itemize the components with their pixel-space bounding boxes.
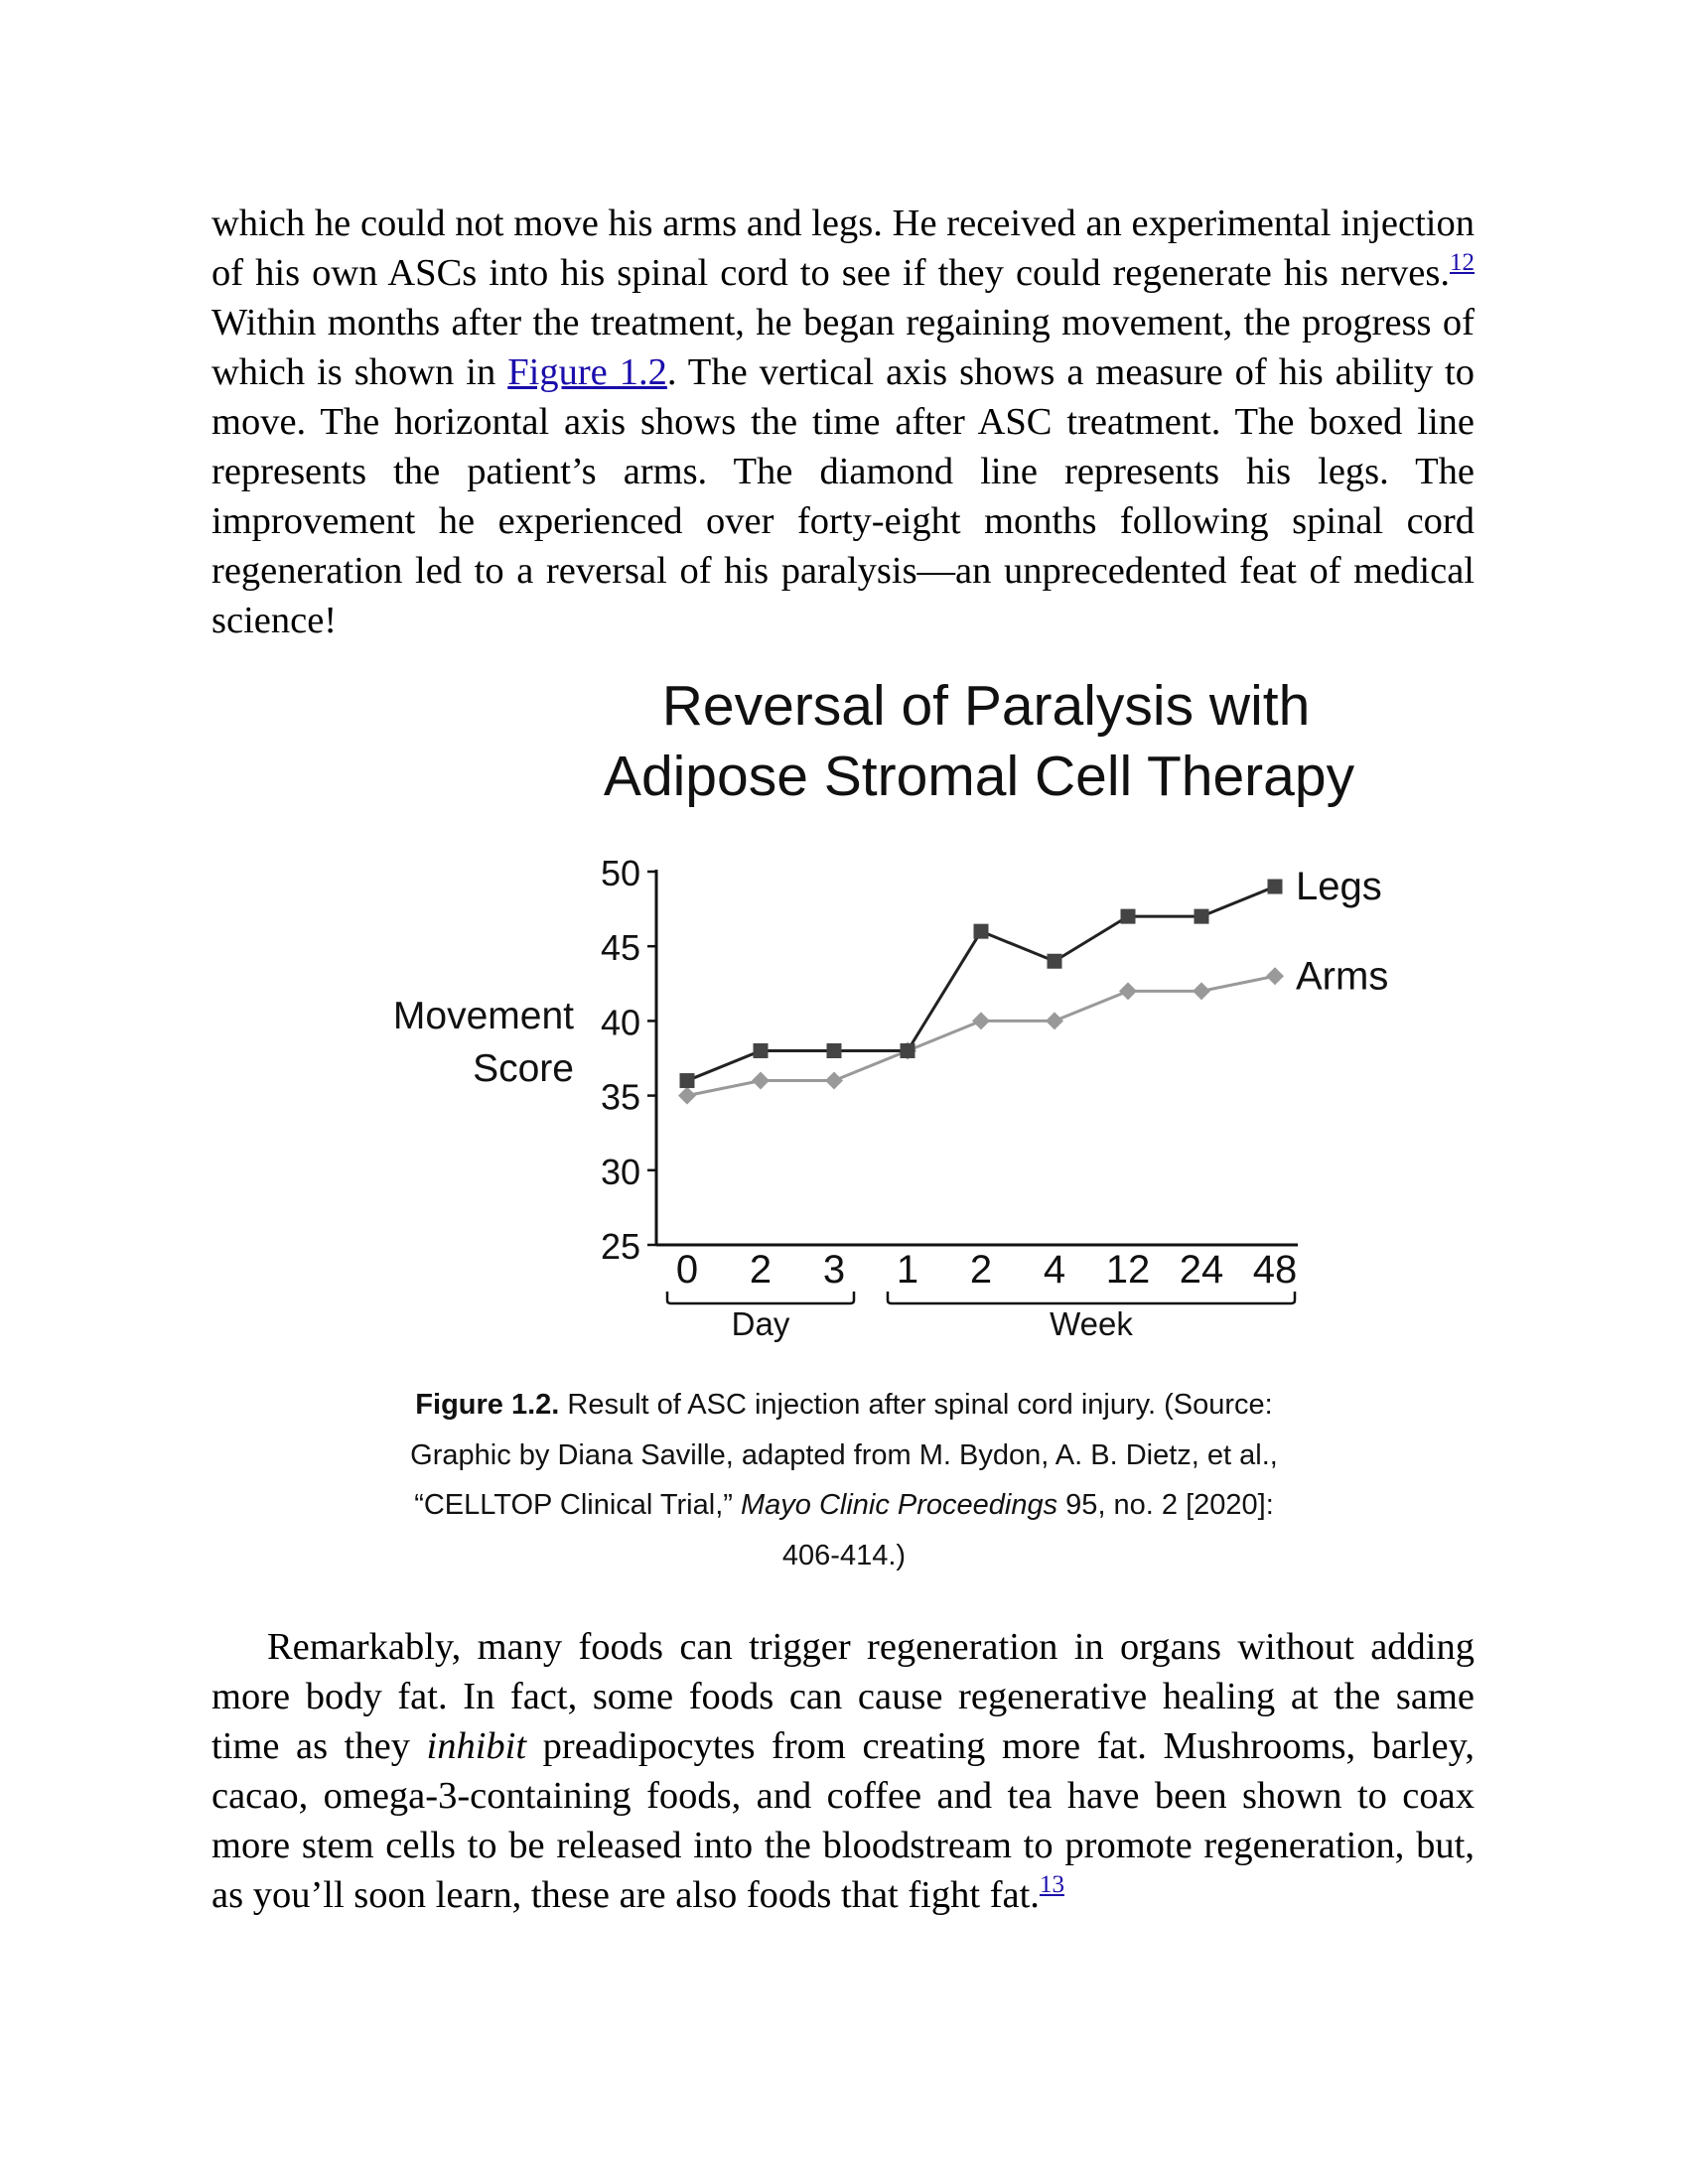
paragraph-1-text-a: which he could not move his arms and legs. He received an experimental injection of his own ASCs into his spinal cord to see if they could regenerate his nerves. bbox=[211, 203, 1475, 294]
group-bracket bbox=[888, 1292, 1295, 1303]
data-point bbox=[680, 1073, 695, 1088]
group-bracket bbox=[667, 1292, 854, 1303]
caption-text-a: Result of ASC injection after spinal cord injury. (Source: Graphic by Diana Saville, adapted from M. Bydon, A. B. Dietz, et al., “CELLTOP Clinical Trial,” bbox=[410, 1389, 1278, 1521]
data-point bbox=[1048, 954, 1062, 969]
body-paragraph-2 bbox=[211, 1622, 1475, 1920]
caption-text-b: 95, no. 2 [2020]: 406-414.) bbox=[781, 1489, 1274, 1571]
x-tick-label: 12 bbox=[1105, 1248, 1151, 1292]
data-point bbox=[678, 1087, 696, 1105]
data-point bbox=[1119, 982, 1137, 1000]
chart-title-line-1: Reversal of Paralysis with bbox=[661, 674, 1311, 738]
paragraph-1-text-c: . The vertical axis shows a measure of his ability to move. The horizontal axis shows the time after ASC treatment. The boxed line represents the patient’s arms. The diamond line represents his legs. The improvement he experienced over forty-eight months following spinal cord regeneration led to a reversal of his paralysis—an unprecedented feat of medical science! bbox=[211, 351, 1475, 641]
data-point bbox=[752, 1072, 770, 1090]
data-point bbox=[1121, 909, 1136, 924]
x-tick-label: 3 bbox=[822, 1248, 846, 1292]
x-tick-label: 2 bbox=[969, 1248, 993, 1292]
group-label: Week bbox=[1050, 1305, 1133, 1342]
series-line bbox=[687, 976, 1275, 1095]
x-tick-label: 4 bbox=[1043, 1248, 1066, 1292]
legend-entry: Arms bbox=[1296, 954, 1389, 999]
chart-title-line-2: Adipose Stromal Cell Therapy bbox=[603, 745, 1355, 808]
data-point bbox=[827, 1043, 842, 1058]
x-tick-label: 2 bbox=[749, 1248, 773, 1292]
x-tick-label: 0 bbox=[675, 1248, 699, 1292]
y-tick-label: 40 bbox=[600, 1002, 640, 1043]
paragraph-2-text-b: preadipocytes from creating more fat. Mushrooms, barley, cacao, omega-3-containing foods, and coffee and tea have been shown to coax more stem cells to be released into the bloodstream to promote regeneration, but, as you’ll soon learn, these are also foods that fight fat. bbox=[211, 1725, 1475, 1916]
figure-1-2-link[interactable]: Figure 1.2 bbox=[507, 351, 667, 393]
y-axis-label-line-2: Score bbox=[473, 1047, 574, 1090]
y-tick-label: 50 bbox=[600, 853, 640, 893]
group-label: Day bbox=[731, 1305, 790, 1342]
data-point bbox=[974, 924, 989, 939]
x-tick-label: 1 bbox=[896, 1248, 919, 1292]
x-tick-label: 24 bbox=[1179, 1248, 1224, 1292]
y-tick-label: 35 bbox=[600, 1076, 640, 1118]
paragraph-2-text-a: Remarkably, many foods can trigger regeneration in organs without adding more body fat. In fact, some foods can cause regenerative healing at the same time as they bbox=[211, 1626, 1475, 1767]
footnote-ref-13 bbox=[1040, 1871, 1064, 1898]
caption-label: Figure 1.2. bbox=[415, 1389, 560, 1421]
footnote-link-13[interactable]: 13 bbox=[1039, 1871, 1064, 1898]
data-point bbox=[972, 1012, 990, 1029]
data-point bbox=[1195, 909, 1209, 924]
caption-journal: Mayo Clinic Proceedings bbox=[740, 1489, 1058, 1521]
data-point bbox=[1193, 982, 1210, 1000]
data-point bbox=[1266, 967, 1284, 985]
y-tick-label: 25 bbox=[600, 1226, 640, 1267]
data-point bbox=[825, 1072, 843, 1090]
paragraph-1-text-b: Within months after the treatment, he began regaining movement, the progress of which is shown in bbox=[211, 302, 1475, 393]
data-point bbox=[1268, 880, 1283, 894]
data-point bbox=[1046, 1012, 1063, 1029]
x-tick-label: 48 bbox=[1252, 1248, 1298, 1292]
data-point bbox=[754, 1043, 769, 1058]
data-point bbox=[901, 1043, 915, 1058]
paragraph-2-emphasis: inhibit bbox=[426, 1725, 527, 1767]
y-axis-label-line-1: Movement bbox=[392, 995, 574, 1037]
y-tick-label: 45 bbox=[600, 927, 640, 969]
figure-caption bbox=[397, 1380, 1291, 1580]
y-tick-label: 30 bbox=[600, 1151, 640, 1192]
legend-entry: Legs bbox=[1296, 865, 1382, 909]
footnote-link-12[interactable]: 12 bbox=[1450, 249, 1475, 276]
series-line bbox=[687, 887, 1275, 1081]
